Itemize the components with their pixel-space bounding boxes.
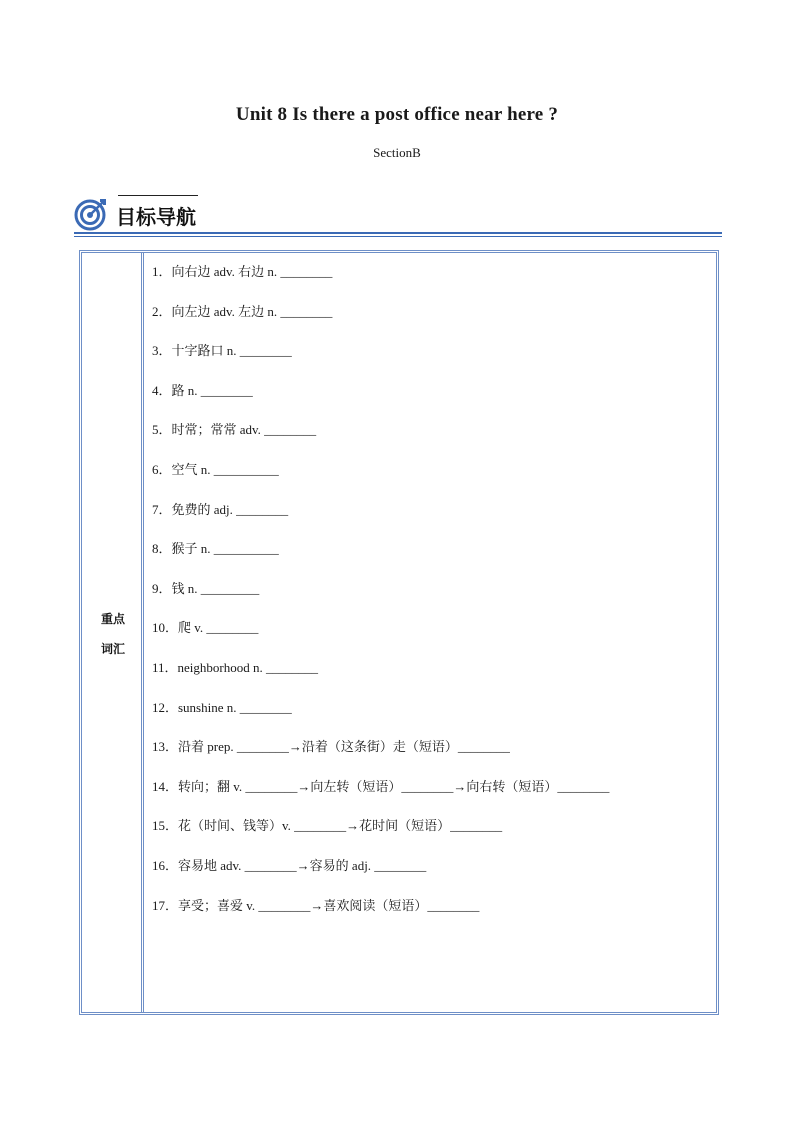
vocabulary-item: 14．转向；翻 v. ________→向左转（短语）________→向右转（短语）________	[152, 778, 610, 794]
vocabulary-item: 7．免费的 adj. ________	[152, 501, 289, 517]
section-top-rule	[118, 195, 198, 196]
page-title: Unit 8 Is there a post office near here ?	[235, 104, 559, 125]
vocabulary-item: 15．花（时间、钱等）v. ________→花时间（短语）________	[152, 818, 503, 834]
vocabulary-item: 3．十字路口 n. ________	[152, 343, 292, 359]
vocabulary-item: 6．空气 n. __________	[152, 461, 279, 477]
section-title: 目标导航	[116, 205, 196, 229]
vocabulary-item: 13．沿着 prep. ________→沿着（这条街）走（短语）________	[152, 739, 510, 755]
vocabulary-item: 5．时常；常常 adv. ________	[152, 422, 317, 438]
vocabulary-list	[152, 263, 712, 936]
vocabulary-item: 9．钱 n. _________	[152, 580, 260, 596]
vocabulary-item: 12．sunshine n. ________	[152, 699, 292, 715]
section-header	[74, 192, 722, 236]
vocabulary-item: 2．向左边 adv. 左边 n. ________	[152, 303, 333, 319]
page-subtitle: SectionB	[373, 145, 421, 160]
vocabulary-item: 4．路 n. ________	[152, 382, 253, 398]
category-label-line2: 词汇	[100, 642, 125, 656]
vocabulary-item: 11．neighborhood n. ________	[152, 659, 318, 675]
vocabulary-table	[79, 250, 719, 1015]
category-label-line1: 重点	[100, 612, 125, 626]
vocabulary-item: 17．享受；喜爱 v. ________→喜欢阅读（短语）________	[152, 897, 480, 913]
vocabulary-item: 8．猴子 n. __________	[152, 541, 279, 557]
category-column	[82, 253, 144, 1012]
vocabulary-item: 16．容易地 adv. ________→容易的 adj. ________	[152, 857, 427, 873]
section-divider	[74, 232, 722, 234]
section-divider-thin	[74, 236, 722, 237]
target-icon	[74, 197, 108, 231]
vocabulary-item: 1．向右边 adv. 右边 n. ________	[152, 264, 333, 279]
vocabulary-item: 10．爬 v. ________	[152, 620, 259, 636]
